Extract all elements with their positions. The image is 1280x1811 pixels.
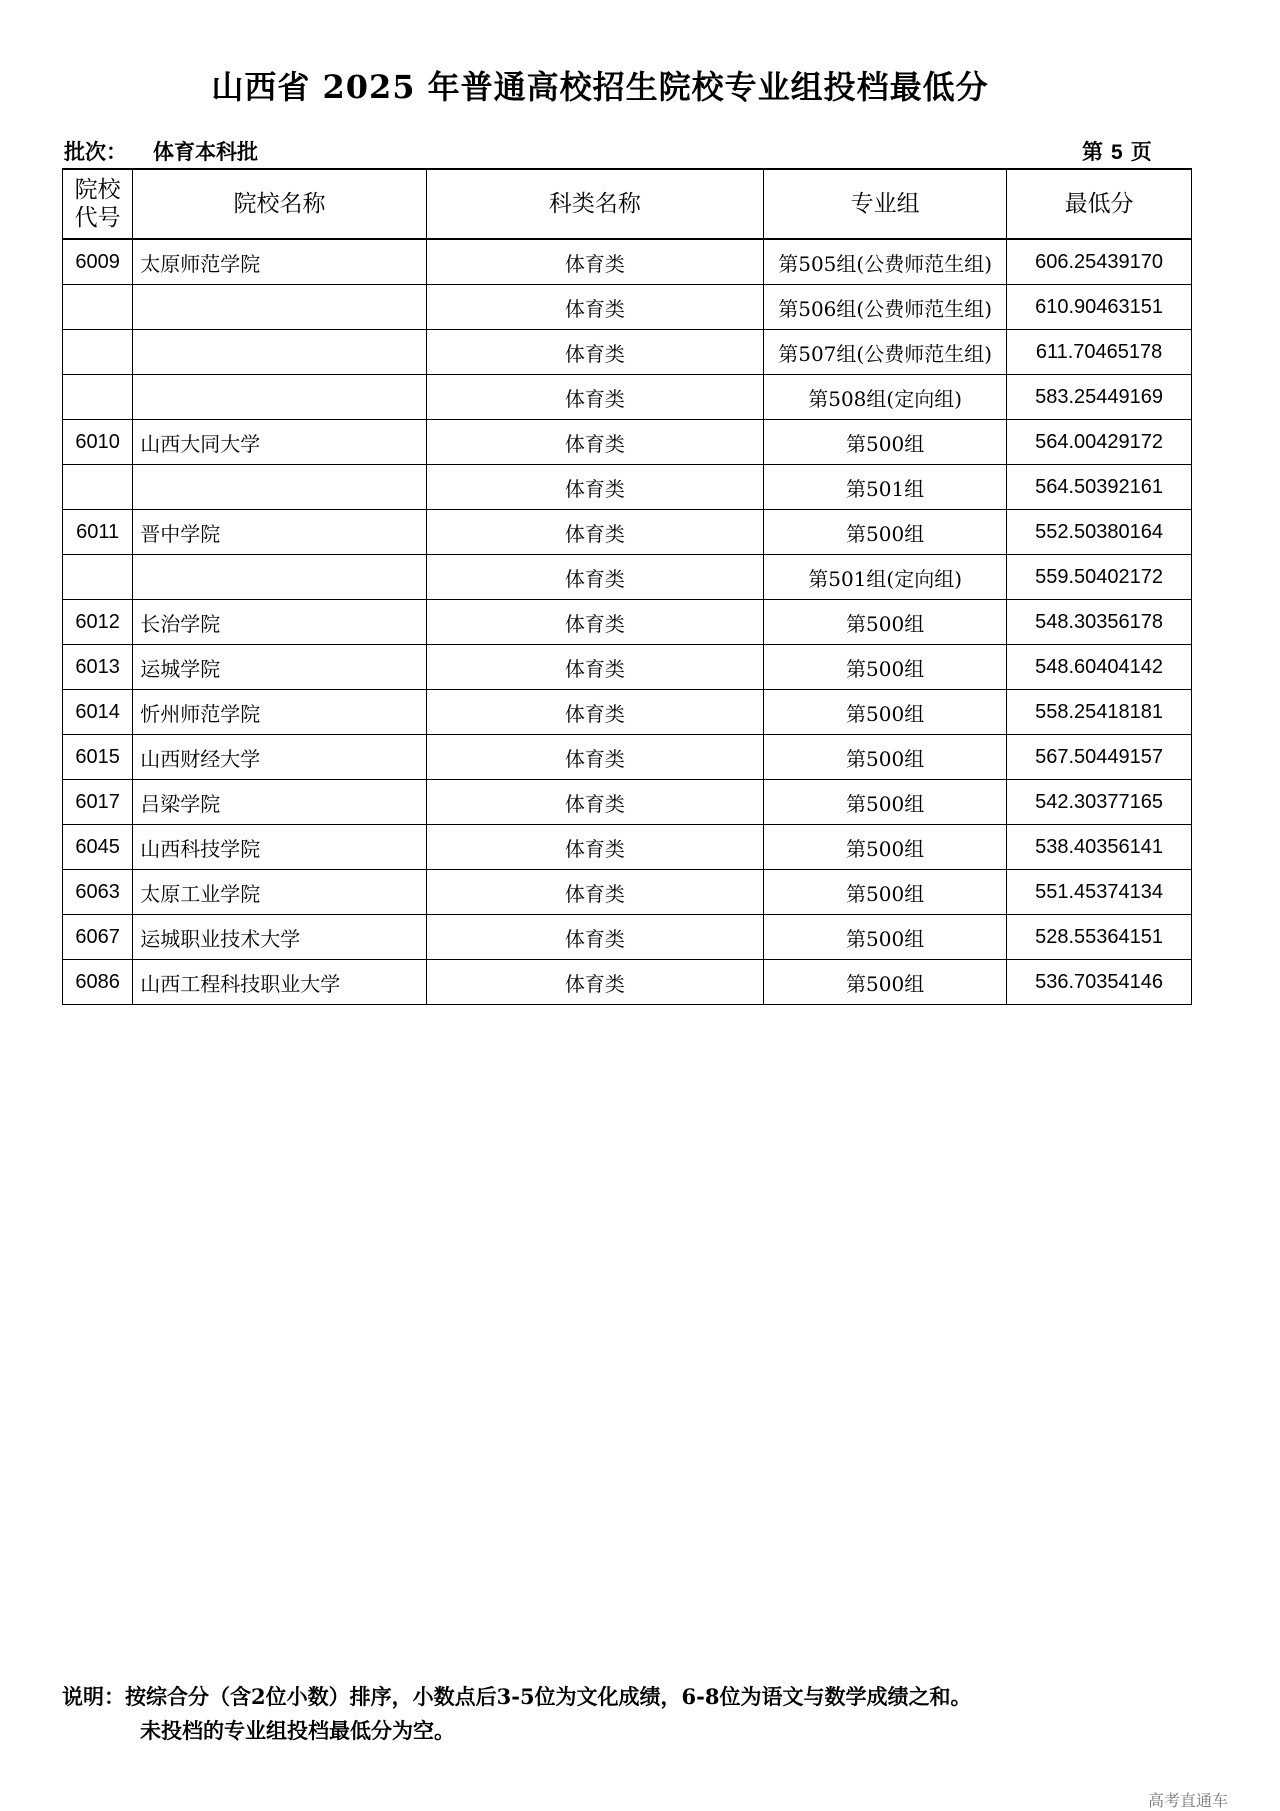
cell-name: 长治学院 <box>133 600 426 645</box>
cell-group: 第500组 <box>764 780 1007 825</box>
cell-category: 体育类 <box>426 375 763 420</box>
table-row <box>63 780 1192 825</box>
cell-name: 运城学院 <box>133 645 426 690</box>
cell-code: 6014 <box>63 690 133 735</box>
table-row <box>63 690 1192 735</box>
cell-category: 体育类 <box>426 330 763 375</box>
cell-score: 564.00429172 <box>1007 420 1192 465</box>
cell-name <box>133 465 426 510</box>
cell-code: 6011 <box>63 510 133 555</box>
cell-category: 体育类 <box>426 735 763 780</box>
footnote-line2: 未投档的专业组投档最低分为空。 <box>140 1718 455 1743</box>
watermark: 高考直通车 <box>1148 1791 1229 1810</box>
table-row <box>63 960 1192 1005</box>
cell-name: 太原工业学院 <box>133 870 426 915</box>
batch-value: 体育本科批 <box>153 139 258 164</box>
table-header-row <box>63 169 1192 239</box>
cell-code: 6015 <box>63 735 133 780</box>
cell-name: 运城职业技术大学 <box>133 915 426 960</box>
cell-name <box>133 555 426 600</box>
cell-name: 山西工程科技职业大学 <box>133 960 426 1005</box>
score-table <box>62 168 1192 1005</box>
header-code: 院校代号 <box>63 169 133 239</box>
cell-score: 564.50392161 <box>1007 465 1192 510</box>
page-number <box>1082 136 1152 166</box>
cell-group: 第500组 <box>764 915 1007 960</box>
cell-score: 548.60404142 <box>1007 645 1192 690</box>
cell-name: 吕梁学院 <box>133 780 426 825</box>
footnote <box>62 1680 972 1748</box>
page-number-value: 5 <box>1111 141 1123 164</box>
cell-group: 第500组 <box>764 960 1007 1005</box>
cell-name <box>133 285 426 330</box>
table-row <box>63 330 1192 375</box>
cell-group: 第505组(公费师范生组) <box>764 239 1007 285</box>
cell-group: 第500组 <box>764 645 1007 690</box>
batch-info <box>64 136 258 166</box>
cell-name: 山西大同大学 <box>133 420 426 465</box>
header-category: 科类名称 <box>426 169 763 239</box>
header-name: 院校名称 <box>133 169 426 239</box>
cell-category: 体育类 <box>426 690 763 735</box>
cell-group: 第500组 <box>764 600 1007 645</box>
cell-code: 6086 <box>63 960 133 1005</box>
cell-code <box>63 285 133 330</box>
cell-code <box>63 465 133 510</box>
cell-name: 太原师范学院 <box>133 239 426 285</box>
table-row <box>63 735 1192 780</box>
cell-group: 第500组 <box>764 825 1007 870</box>
cell-name <box>133 330 426 375</box>
cell-group: 第500组 <box>764 690 1007 735</box>
table-row <box>63 285 1192 330</box>
cell-score: 536.70354146 <box>1007 960 1192 1005</box>
cell-category: 体育类 <box>426 285 763 330</box>
cell-code: 6063 <box>63 870 133 915</box>
table-row <box>63 645 1192 690</box>
cell-group: 第501组 <box>764 465 1007 510</box>
cell-group: 第500组 <box>764 735 1007 780</box>
cell-group: 第508组(定向组) <box>764 375 1007 420</box>
cell-category: 体育类 <box>426 960 763 1005</box>
cell-category: 体育类 <box>426 555 763 600</box>
cell-score: 611.70465178 <box>1007 330 1192 375</box>
table-row <box>63 239 1192 285</box>
cell-name: 山西科技学院 <box>133 825 426 870</box>
cell-score: 552.50380164 <box>1007 510 1192 555</box>
table-row <box>63 600 1192 645</box>
cell-category: 体育类 <box>426 915 763 960</box>
cell-score: 548.30356178 <box>1007 600 1192 645</box>
cell-group: 第507组(公费师范生组) <box>764 330 1007 375</box>
cell-category: 体育类 <box>426 825 763 870</box>
cell-code: 6013 <box>63 645 133 690</box>
table-row <box>63 555 1192 600</box>
table-row <box>63 825 1192 870</box>
cell-score: 559.50402172 <box>1007 555 1192 600</box>
cell-score: 567.50449157 <box>1007 735 1192 780</box>
cell-name: 忻州师范学院 <box>133 690 426 735</box>
table-row <box>63 870 1192 915</box>
cell-category: 体育类 <box>426 510 763 555</box>
cell-category: 体育类 <box>426 780 763 825</box>
cell-name: 山西财经大学 <box>133 735 426 780</box>
cell-code: 6010 <box>63 420 133 465</box>
cell-category: 体育类 <box>426 420 763 465</box>
cell-score: 583.25449169 <box>1007 375 1192 420</box>
cell-code <box>63 555 133 600</box>
cell-code: 6017 <box>63 780 133 825</box>
cell-score: 610.90463151 <box>1007 285 1192 330</box>
cell-code: 6045 <box>63 825 133 870</box>
cell-group: 第501组(定向组) <box>764 555 1007 600</box>
cell-group: 第500组 <box>764 420 1007 465</box>
cell-category: 体育类 <box>426 239 763 285</box>
cell-code: 6067 <box>63 915 133 960</box>
table-row <box>63 375 1192 420</box>
cell-code <box>63 375 133 420</box>
cell-group: 第506组(公费师范生组) <box>764 285 1007 330</box>
cell-code: 6012 <box>63 600 133 645</box>
cell-score: 558.25418181 <box>1007 690 1192 735</box>
footnote-line1: 说明：按综合分（含2位小数）排序，小数点后3-5位为文化成绩，6-8位为语文与数学成绩之和。 <box>62 1684 972 1709</box>
cell-group: 第500组 <box>764 510 1007 555</box>
cell-category: 体育类 <box>426 645 763 690</box>
page-prefix: 第 <box>1082 139 1103 164</box>
cell-name: 晋中学院 <box>133 510 426 555</box>
cell-score: 528.55364151 <box>1007 915 1192 960</box>
header-score: 最低分 <box>1007 169 1192 239</box>
cell-score: 551.45374134 <box>1007 870 1192 915</box>
cell-category: 体育类 <box>426 870 763 915</box>
page-suffix: 页 <box>1130 139 1152 164</box>
cell-name <box>133 375 426 420</box>
table-row <box>63 915 1192 960</box>
cell-category: 体育类 <box>426 600 763 645</box>
cell-group: 第500组 <box>764 870 1007 915</box>
cell-score: 542.30377165 <box>1007 780 1192 825</box>
table-row <box>63 510 1192 555</box>
cell-score: 606.25439170 <box>1007 239 1192 285</box>
header-group: 专业组 <box>764 169 1007 239</box>
table-row <box>63 465 1192 510</box>
page-title: 山西省 2025 年普通高校招生院校专业组投档最低分 <box>211 68 989 106</box>
table-row <box>63 420 1192 465</box>
cell-score: 538.40356141 <box>1007 825 1192 870</box>
cell-code: 6009 <box>63 239 133 285</box>
cell-category: 体育类 <box>426 465 763 510</box>
cell-code <box>63 330 133 375</box>
batch-label: 批次： <box>64 139 127 164</box>
